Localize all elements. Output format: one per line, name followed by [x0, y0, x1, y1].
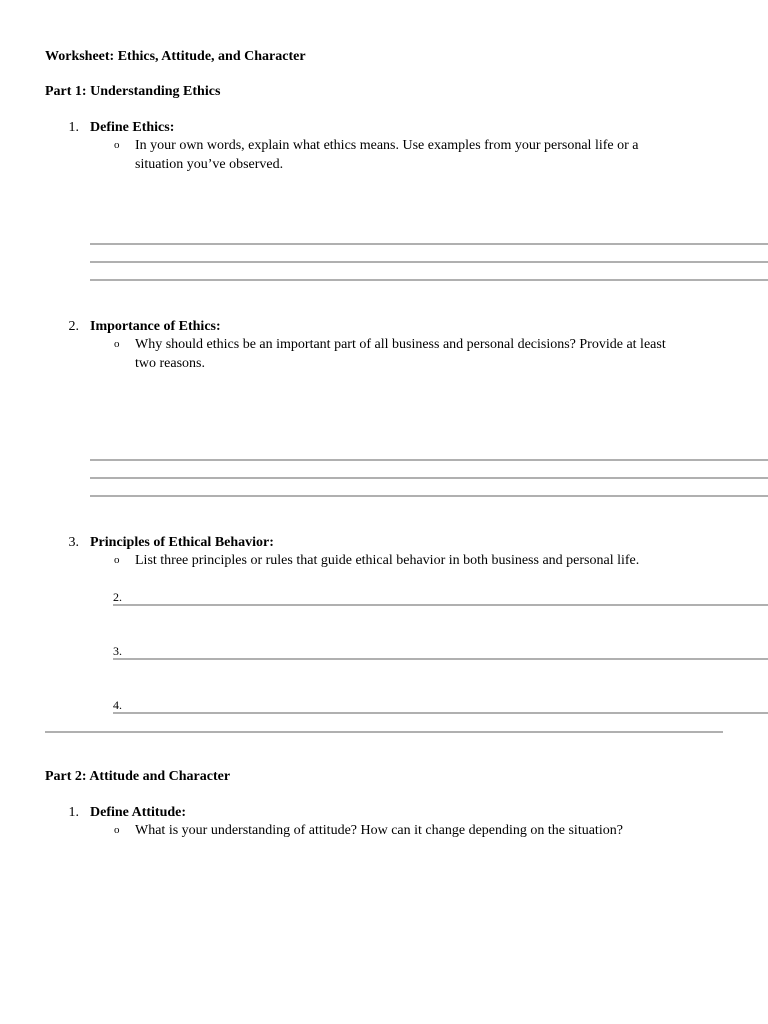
q3-answer-label: 2.: [113, 590, 122, 604]
p2-q1-bullet-icon: o: [114, 824, 120, 836]
q1-bullet-icon: o: [114, 139, 120, 151]
worksheet-title: Worksheet: Ethics, Attitude, and Character: [45, 49, 306, 64]
q1-answer-line[interactable]: [90, 243, 768, 245]
q3-bullet-icon: o: [114, 554, 120, 566]
part1-heading: Part 1: Understanding Ethics: [45, 84, 221, 99]
section-divider: [45, 731, 723, 733]
q3-answer-line[interactable]: [113, 604, 768, 606]
q2-answer-line[interactable]: [90, 477, 768, 479]
q2-answer-line[interactable]: [90, 495, 768, 497]
q3-answer-line[interactable]: [113, 712, 768, 714]
q2-bullet-icon: o: [114, 338, 120, 350]
q3-answer-label: 3.: [113, 644, 122, 658]
q1-answer-line[interactable]: [90, 261, 768, 263]
q1-title: Define Ethics:: [90, 120, 175, 135]
q3-answer-line[interactable]: [113, 658, 768, 660]
q3-answer-label: 4.: [113, 698, 122, 712]
part2-heading: Part 2: Attitude and Character: [45, 769, 231, 784]
q1-prompt-line1: In your own words, explain what ethics means. Use examples from your personal life or a: [135, 138, 639, 153]
q1-answer-line[interactable]: [90, 279, 768, 281]
q3-title: Principles of Ethical Behavior:: [90, 535, 274, 550]
p2-q1-title: Define Attitude:: [90, 805, 187, 820]
q2-title: Importance of Ethics:: [90, 319, 221, 334]
q3-number: 3.: [68, 535, 79, 550]
q1-number: 1.: [68, 120, 79, 135]
q2-prompt-line1: Why should ethics be an important part of all business and personal decisions? Provide at least: [135, 337, 666, 352]
p2-q1-prompt-line1: What is your understanding of attitude? How can it change depending on the situation?: [135, 823, 623, 838]
q2-number: 2.: [68, 319, 79, 334]
q3-prompt-line1: List three principles or rules that guide ethical behavior in both business and personal life.: [135, 553, 640, 568]
q1-prompt-line2: situation you’ve observed.: [135, 157, 284, 172]
q2-answer-line[interactable]: [90, 459, 768, 461]
q2-prompt-line2: two reasons.: [135, 356, 205, 371]
p2-q1-number: 1.: [68, 805, 79, 820]
